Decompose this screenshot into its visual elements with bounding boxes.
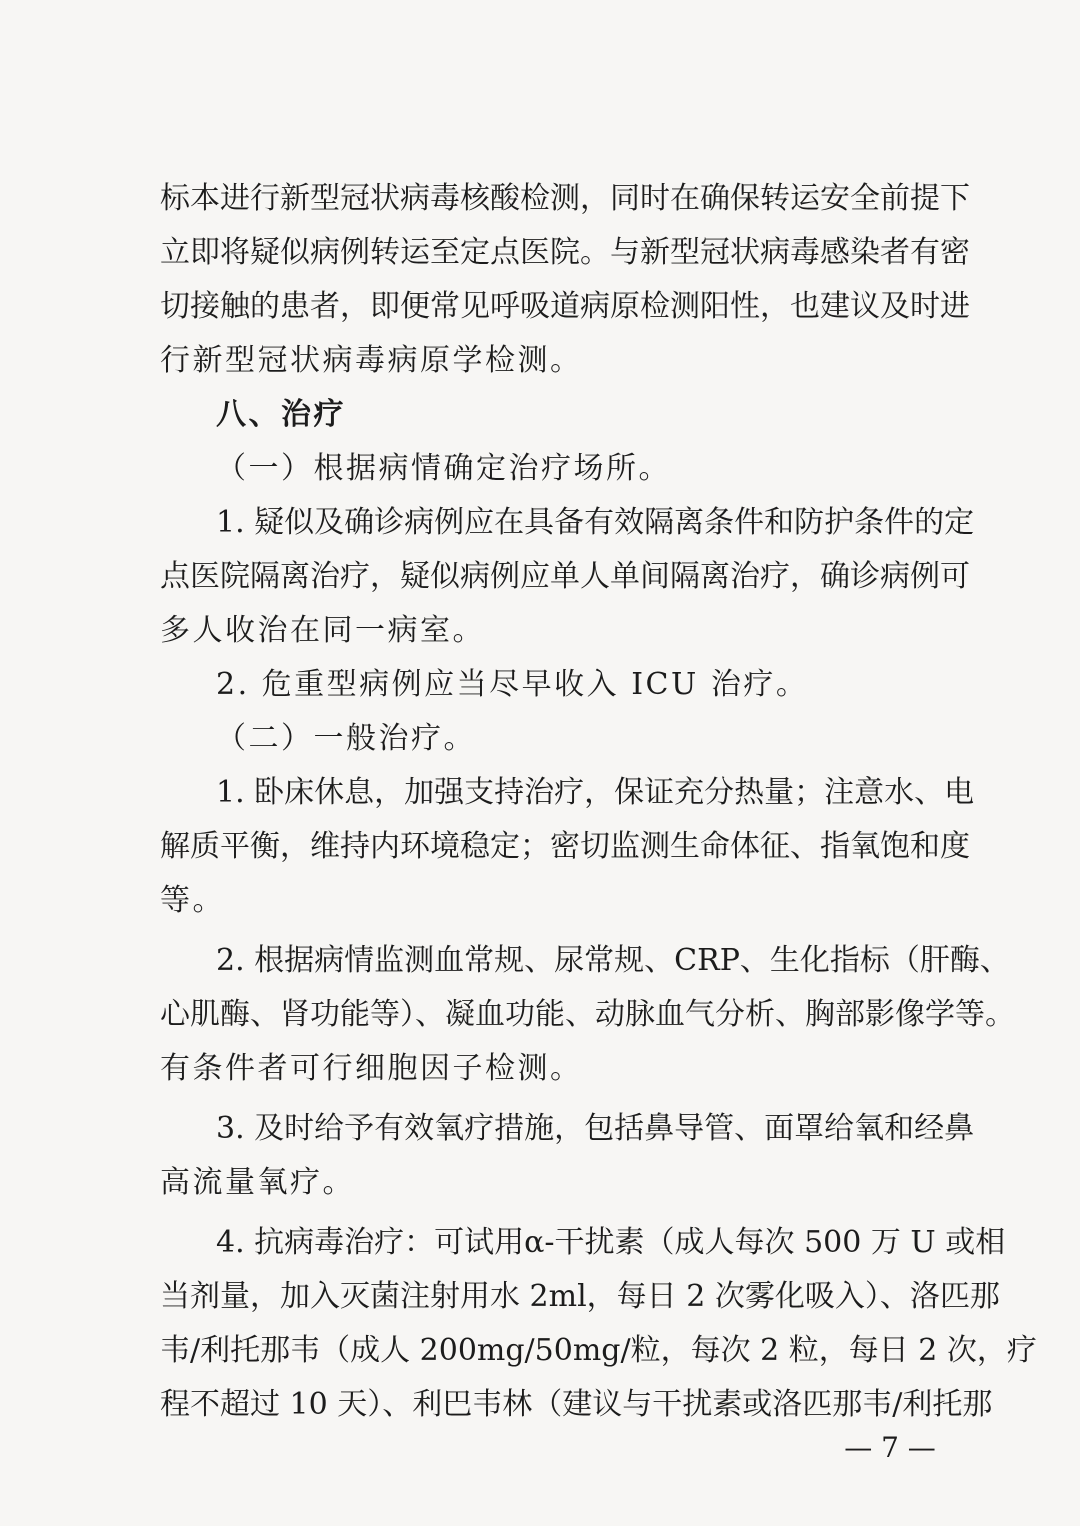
subsection-heading-general-treatment: （二）一般治疗。	[216, 721, 476, 756]
body-line: 标本进行新型冠状病毒核酸检测，同时在确保转运安全前提下	[160, 181, 970, 216]
document-body	[160, 172, 1037, 1432]
body-line: 高流量氧疗。	[160, 1165, 355, 1200]
body-line: 点医院隔离治疗，疑似病例应单人单间隔离治疗，确诊病例可	[160, 559, 970, 594]
body-line: 2. 根据病情监测血常规、尿常规、CRP、生化指标（肝酶、	[216, 943, 1010, 978]
body-line: 4. 抗病毒治疗：可试用α-干扰素（成人每次 500 万 U 或相	[216, 1225, 1006, 1260]
body-line: 切接触的患者，即便常见呼吸道病原检测阳性，也建议及时进	[160, 289, 970, 324]
body-line: 多人收治在同一病室。	[160, 613, 485, 648]
body-line: 3. 及时给予有效氧疗措施，包括鼻导管、面罩给氧和经鼻	[216, 1111, 975, 1146]
page-number: — 7 —	[844, 1431, 936, 1464]
body-line: 韦/利托那韦（成人 200mg/50mg/粒，每次 2 粒，每日 2 次，疗	[160, 1333, 1037, 1368]
body-line: 等。	[160, 883, 225, 918]
body-line: 程不超过 10 天）、利巴韦林（建议与干扰素或洛匹那韦/利托那	[160, 1387, 993, 1422]
subsection-heading-treatment-place: （一）根据病情确定治疗场所。	[216, 451, 671, 486]
body-line: 当剂量，加入灭菌注射用水 2ml，每日 2 次雾化吸入）、洛匹那	[160, 1279, 1000, 1314]
section-heading-treatment: 八、治疗	[216, 397, 346, 432]
body-line: 1. 疑似及确诊病例应在具备有效隔离条件和防护条件的定	[216, 505, 975, 540]
body-line: 行新型冠状病毒病原学检测。	[160, 343, 583, 378]
body-line: 有条件者可行细胞因子检测。	[160, 1051, 583, 1086]
body-line: 解质平衡，维持内环境稳定；密切监测生命体征、指氧饱和度	[160, 829, 970, 864]
body-line: 2. 危重型病例应当尽早收入 ICU 治疗。	[216, 667, 809, 702]
body-line: 立即将疑似病例转运至定点医院。与新型冠状病毒感染者有密	[160, 235, 970, 270]
body-line: 心肌酶、肾功能等）、凝血功能、动脉血气分析、胸部影像学等。	[160, 997, 1015, 1032]
body-line: 1. 卧床休息，加强支持治疗，保证充分热量；注意水、电	[216, 775, 975, 810]
